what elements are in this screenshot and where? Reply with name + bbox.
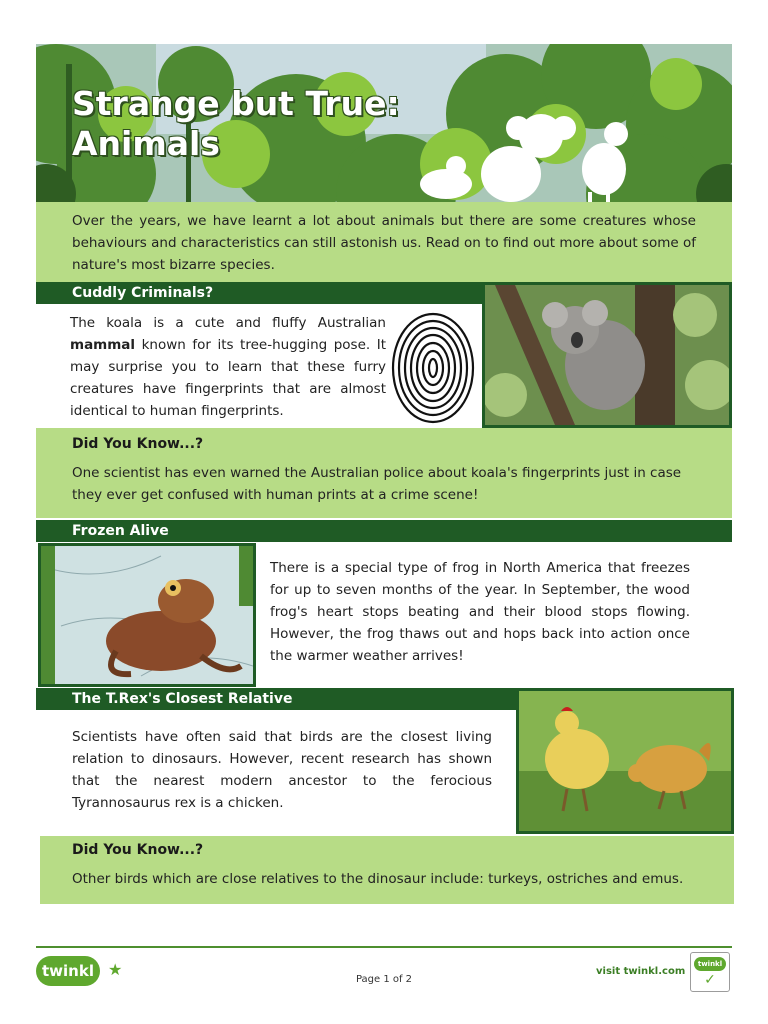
- section-trex-relative-body: [72, 726, 492, 814]
- visit-link[interactable]: visit twinkl.com: [596, 966, 686, 977]
- section-heading-text: Frozen Alive: [72, 523, 169, 539]
- koala-paragraph: [70, 312, 386, 422]
- twinkl-logo-text: twinkl: [42, 962, 94, 980]
- section-frozen-alive-body: [270, 557, 690, 667]
- title-line-2: Animals: [72, 124, 220, 163]
- quality-badge-logo: [694, 957, 726, 971]
- fingerprint-image: [388, 308, 478, 426]
- koala-text-end: known for its tree-hugging pose. It may surprise you to learn that these furry creatures have fingerprints that are almost identical to human fingerprints.: [70, 337, 386, 419]
- chickens-illustration: [516, 688, 734, 834]
- section-heading-trex-relative: [36, 688, 516, 710]
- section-heading-text: The T.Rex's Closest Relative: [72, 691, 293, 707]
- section-heading-cuddly-criminals: [36, 282, 482, 304]
- intro-box: [36, 202, 732, 282]
- chickens-image: [519, 691, 731, 831]
- intro-text: Over the years, we have learnt a lot about animals but there are some creatures whose behaviours and characteristics can still astonish us. Read on to find out more about some of nature's most bizarre species.: [72, 213, 696, 273]
- koala-image: [485, 285, 729, 425]
- frog-image: [41, 546, 253, 684]
- star-icon: ★: [108, 960, 123, 979]
- chicken-paragraph: Scientists have often said that birds are the closest living relation to dinosaurs. However, recent research has shown that the nearest modern ancestor to the ferocious Tyrannosaurus rex is a chicken.: [72, 729, 492, 811]
- did-you-know-text-2: Other birds which are close relatives to the dinosaur include: turkeys, ostriches and emus.: [72, 871, 684, 887]
- title-line-1: Strange but True:: [72, 84, 400, 123]
- koala-photo: [482, 282, 732, 428]
- koala-bold-word: mammal: [70, 337, 136, 353]
- fingerprint-icon: [388, 308, 478, 426]
- did-you-know-text-1: One scientist has even warned the Australian police about koala's fingerprints just in case they ever get confused with human prints at a crime scene!: [72, 465, 682, 503]
- footer-divider: [36, 946, 732, 948]
- checkmark-icon: ✓: [704, 972, 716, 988]
- page-title: [72, 84, 492, 164]
- did-you-know-box-2: [40, 836, 734, 904]
- frog-illustration: [38, 543, 256, 687]
- koala-text-start: The koala is a cute and fluffy Australian: [70, 315, 386, 331]
- page-number: Page 1 of 2: [355, 974, 413, 985]
- header-banner: [36, 44, 732, 202]
- section-cuddly-criminals-body: [70, 312, 386, 422]
- quality-badge-text: twinkl: [697, 960, 723, 968]
- did-you-know-heading-1: Did You Know...?: [72, 436, 204, 452]
- did-you-know-box-1: [36, 428, 732, 518]
- frog-paragraph: There is a special type of frog in North America that freezes for up to seven months of the year. In September, the wood frog's heart stops beating and their blood stops flowing. However, the frog thaws out and hops back into action once the warmer weather arrives!: [270, 560, 690, 664]
- section-heading-text: Cuddly Criminals?: [72, 285, 214, 301]
- did-you-know-heading-2: Did You Know...?: [72, 842, 204, 858]
- section-heading-frozen-alive: [36, 520, 732, 542]
- quality-badge: [690, 952, 730, 992]
